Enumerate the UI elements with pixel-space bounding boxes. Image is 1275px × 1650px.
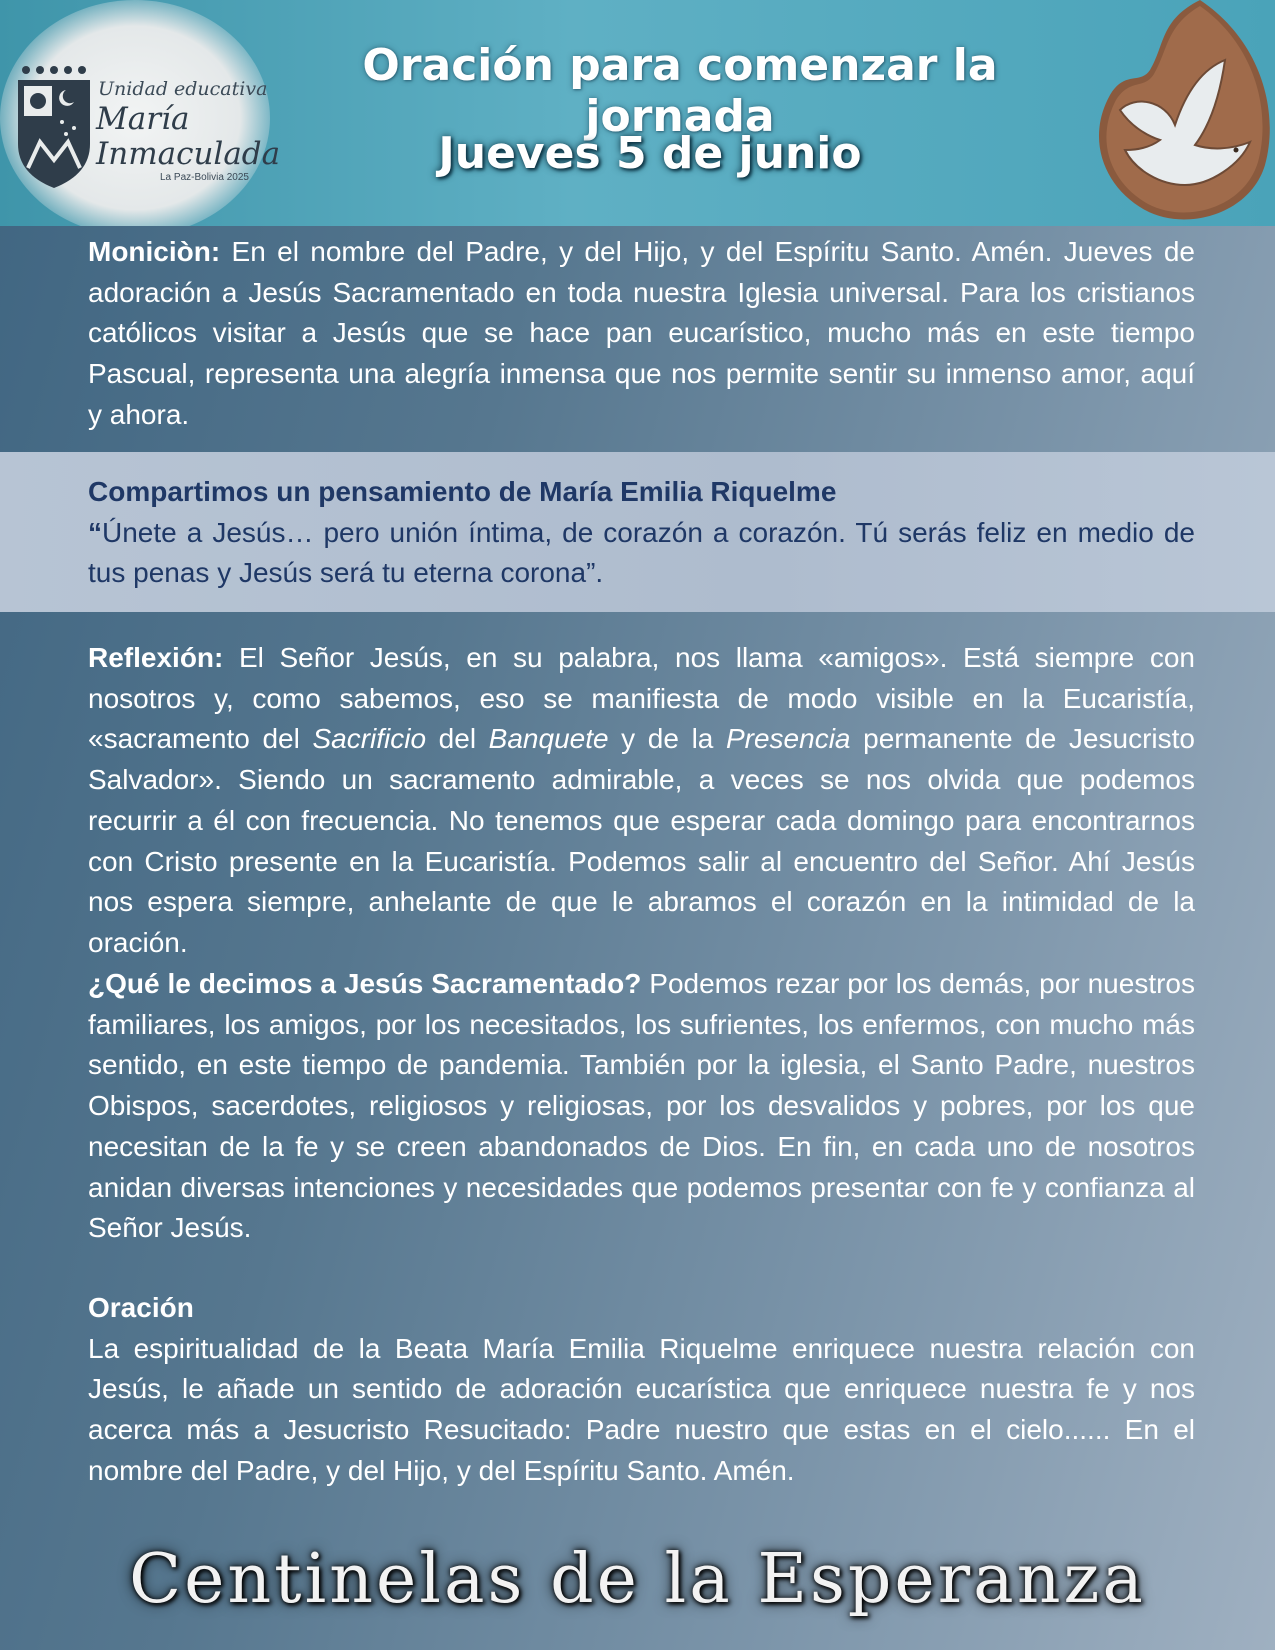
reflexion-text-2: del xyxy=(426,723,489,755)
crest-icon xyxy=(14,64,94,192)
school-logo xyxy=(0,0,281,226)
reflexion-label: Reflexión: xyxy=(88,642,224,673)
reflexion-text-3: y de la xyxy=(608,723,726,755)
question-answer: Podemos rezar por los demás, por nuestros familiares, los amigos, por los necesitados, los sufrientes, los enfermos, con mucho más sentido, en este tiempo de pandemia. También por la iglesia, el Santo Padre, nuestros Obispos, sacerdotes, religiosos y religiosas, por los desvalidos y pobres, por los que necesitan de la fe y se creen abandonados de Dios. En fin, en cada uno de nosotros anidan diversas intenciones y necesidades que podemos presentar con fe y confianza al Señor Jesús. xyxy=(88,968,1195,1244)
question-heading: ¿Qué le decimos a Jesús Sacramentado? xyxy=(88,968,642,999)
page-date: Jueves 5 de junio xyxy=(438,128,862,179)
logo-name-line1: María xyxy=(96,101,190,137)
reflexion-section xyxy=(0,612,1275,1252)
reflexion-italic-sacrificio: Sacrificio xyxy=(312,723,427,755)
monicion-paragraph xyxy=(88,232,1195,436)
reflexion-paragraph xyxy=(88,638,1195,964)
pensamiento-heading: Compartimos un pensamiento de María Emilia Riquelme xyxy=(88,476,837,507)
reflexion-text-1: El Señor Jesús, en su palabra, nos llama «amigos». Está siempre con nosotros y, como sabemos, eso se manifiesta de modo visible en la Eucaristía, «sacramento del xyxy=(88,642,1195,755)
monicion-label: Moniciòn: xyxy=(88,236,221,267)
logo-tagline: Unidad educativa xyxy=(98,78,268,100)
pensamiento-text: Únete a Jesús… pero unión íntima, de corazón a corazón. Tú serás feliz en medio de tus penas y Jesús será tu eterna corona”. xyxy=(88,516,1195,589)
dove-flame-icon xyxy=(1090,0,1275,226)
monicion-section xyxy=(0,226,1275,452)
question-paragraph xyxy=(88,964,1195,1249)
logo-location: La Paz-Bolivia 2025 xyxy=(160,172,249,183)
oracion-text: La espiritualidad de la Beata María Emilia Riquelme enriquece nuestra relación con Jesús, le añade un sentido de adoración eucarística que enriquece nuestra fe y nos acerca más a Jesucristo Resucitado: Padre nuestro que estas en el cielo...... En el nombre del Padre, y del Hijo, y del Espíritu Santo. Amén. xyxy=(88,1332,1195,1486)
page-title: Oración para comenzar la jornada xyxy=(362,40,998,142)
reflexion-italic-presencia: Presencia xyxy=(725,723,851,755)
footer-slogan: Centinelas de la Esperanza xyxy=(129,1540,1146,1619)
reflexion-text-4: permanente de Jesucristo Salvador». Siendo un sacramento admirable, a veces se nos olvida que podemos recurrir a él con frecuencia. No tenemos que esperar cada domingo para encontrarnos con Cristo presente en la Eucaristía. Podemos salir al encuentro del Señor. Ahí Jesús nos espera siempre, anhelante de que le abramos el corazón en la intimidad de la oración. xyxy=(88,723,1195,958)
pensamiento-paragraph xyxy=(88,472,1195,594)
header-banner xyxy=(0,0,1275,226)
oracion-section xyxy=(0,1252,1275,1502)
reflexion-italic-banquete: Banquete xyxy=(488,723,609,755)
pensamiento-section xyxy=(0,452,1275,612)
oracion-paragraph xyxy=(88,1288,1195,1492)
open-quote: “ xyxy=(88,516,102,548)
logo-name-line2: Inmaculada xyxy=(96,136,281,172)
monicion-text: En el nombre del Padre, y del Hijo, y del Espíritu Santo. Amén. Jueves de adoración a Jesús Sacramentado en toda nuestra Iglesia universal. Para los cristianos católicos visitar a Jesús que se hace pan eucarístico, mucho más en este tiempo Pascual, representa una alegría inmensa que nos permite sentir su inmenso amor, aquí y ahora. xyxy=(88,236,1195,430)
oracion-heading: Oración xyxy=(88,1292,194,1323)
